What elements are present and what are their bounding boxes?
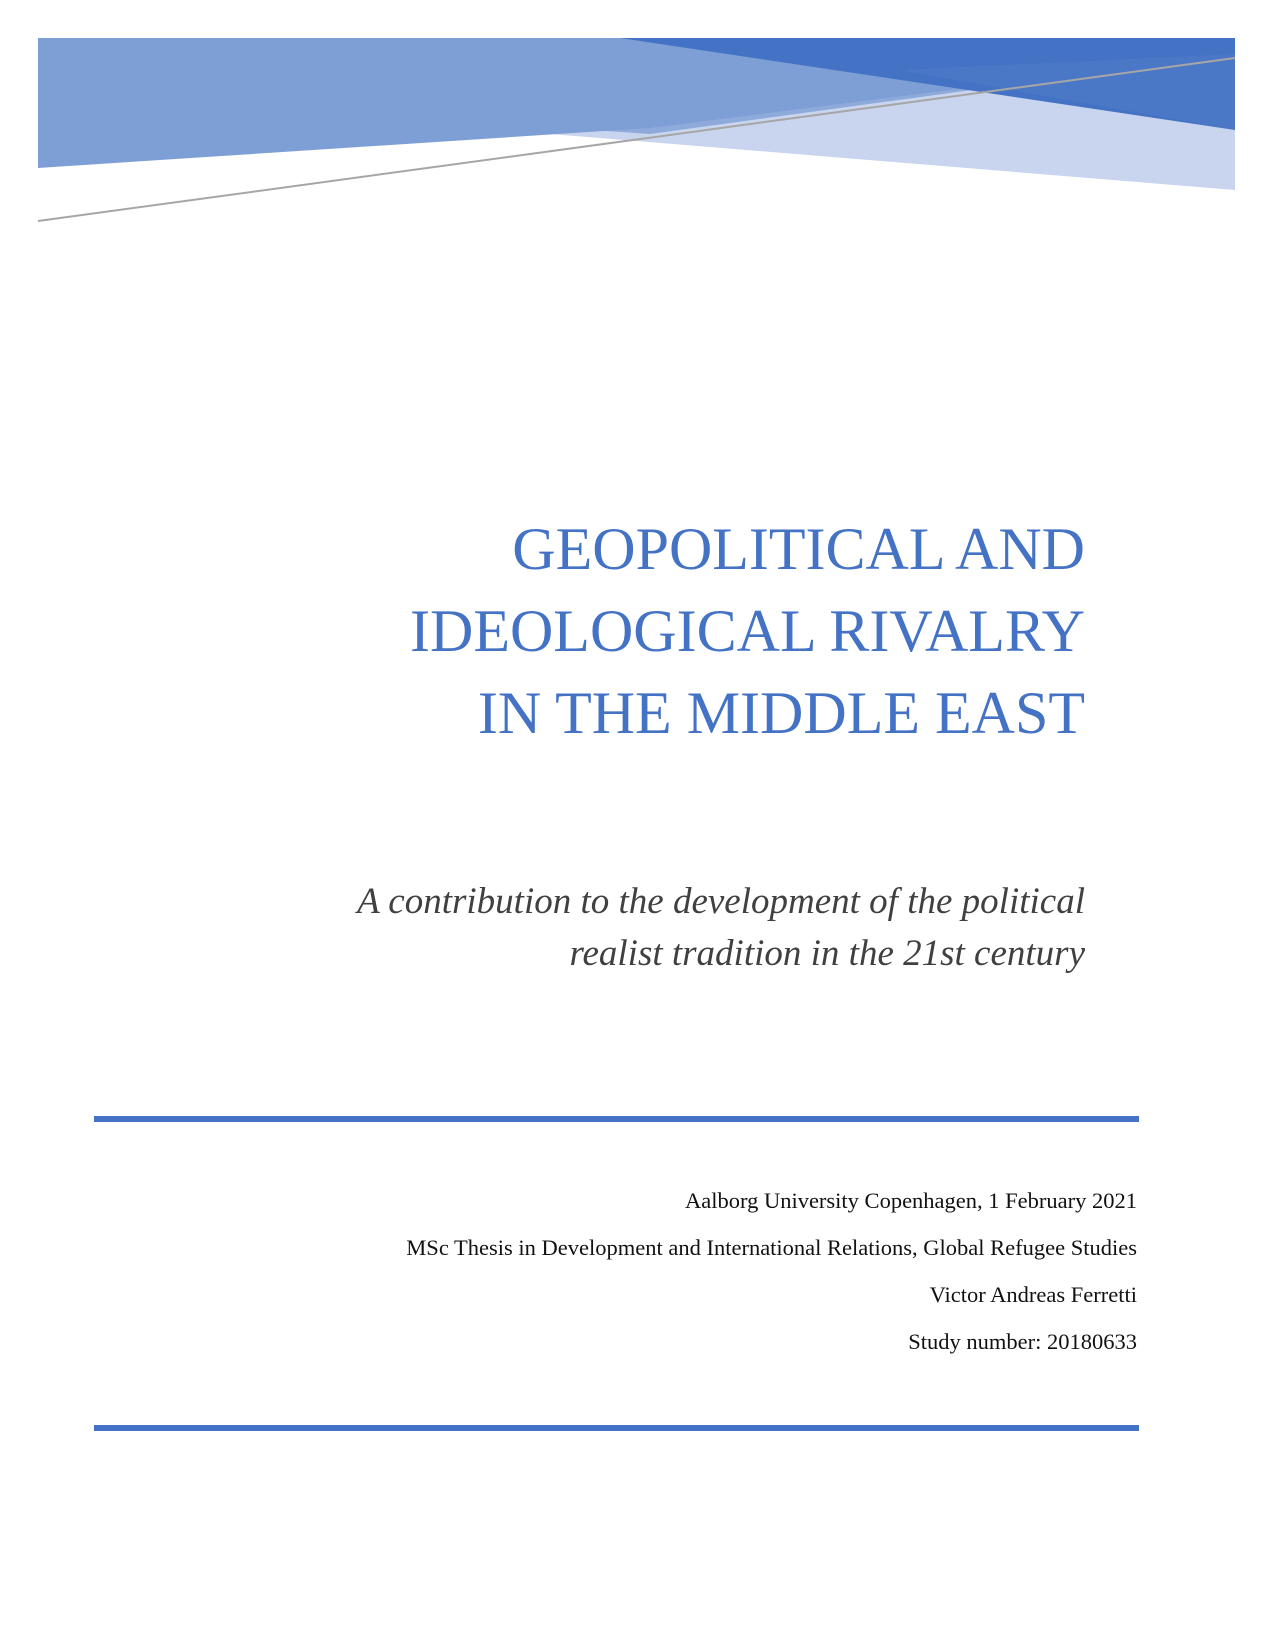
title-block	[185, 508, 1085, 754]
top-divider	[94, 1116, 1139, 1122]
header-banner	[0, 0, 1275, 240]
subtitle-block	[185, 876, 1085, 980]
subtitle-line-2: realist tradition in the 21st century	[569, 933, 1085, 974]
title-line-1: GEOPOLITICAL AND	[512, 516, 1085, 582]
title-line-2: IDEOLOGICAL RIVALRY	[410, 598, 1085, 664]
title-line-3: IN THE MIDDLE EAST	[477, 680, 1085, 746]
author-name: Victor Andreas Ferretti	[929, 1282, 1137, 1307]
bottom-divider	[94, 1425, 1139, 1431]
programme: MSc Thesis in Development and International Relations, Global Refugee Studies	[406, 1235, 1137, 1260]
institution-date: Aalborg University Copenhagen, 1 February 2021	[685, 1188, 1137, 1213]
subtitle-line-1: A contribution to the development of the political	[357, 881, 1085, 922]
meta-block	[137, 1188, 1137, 1376]
document-title	[185, 508, 1085, 754]
study-number: Study number: 20180633	[908, 1329, 1137, 1354]
document-subtitle	[185, 876, 1085, 980]
